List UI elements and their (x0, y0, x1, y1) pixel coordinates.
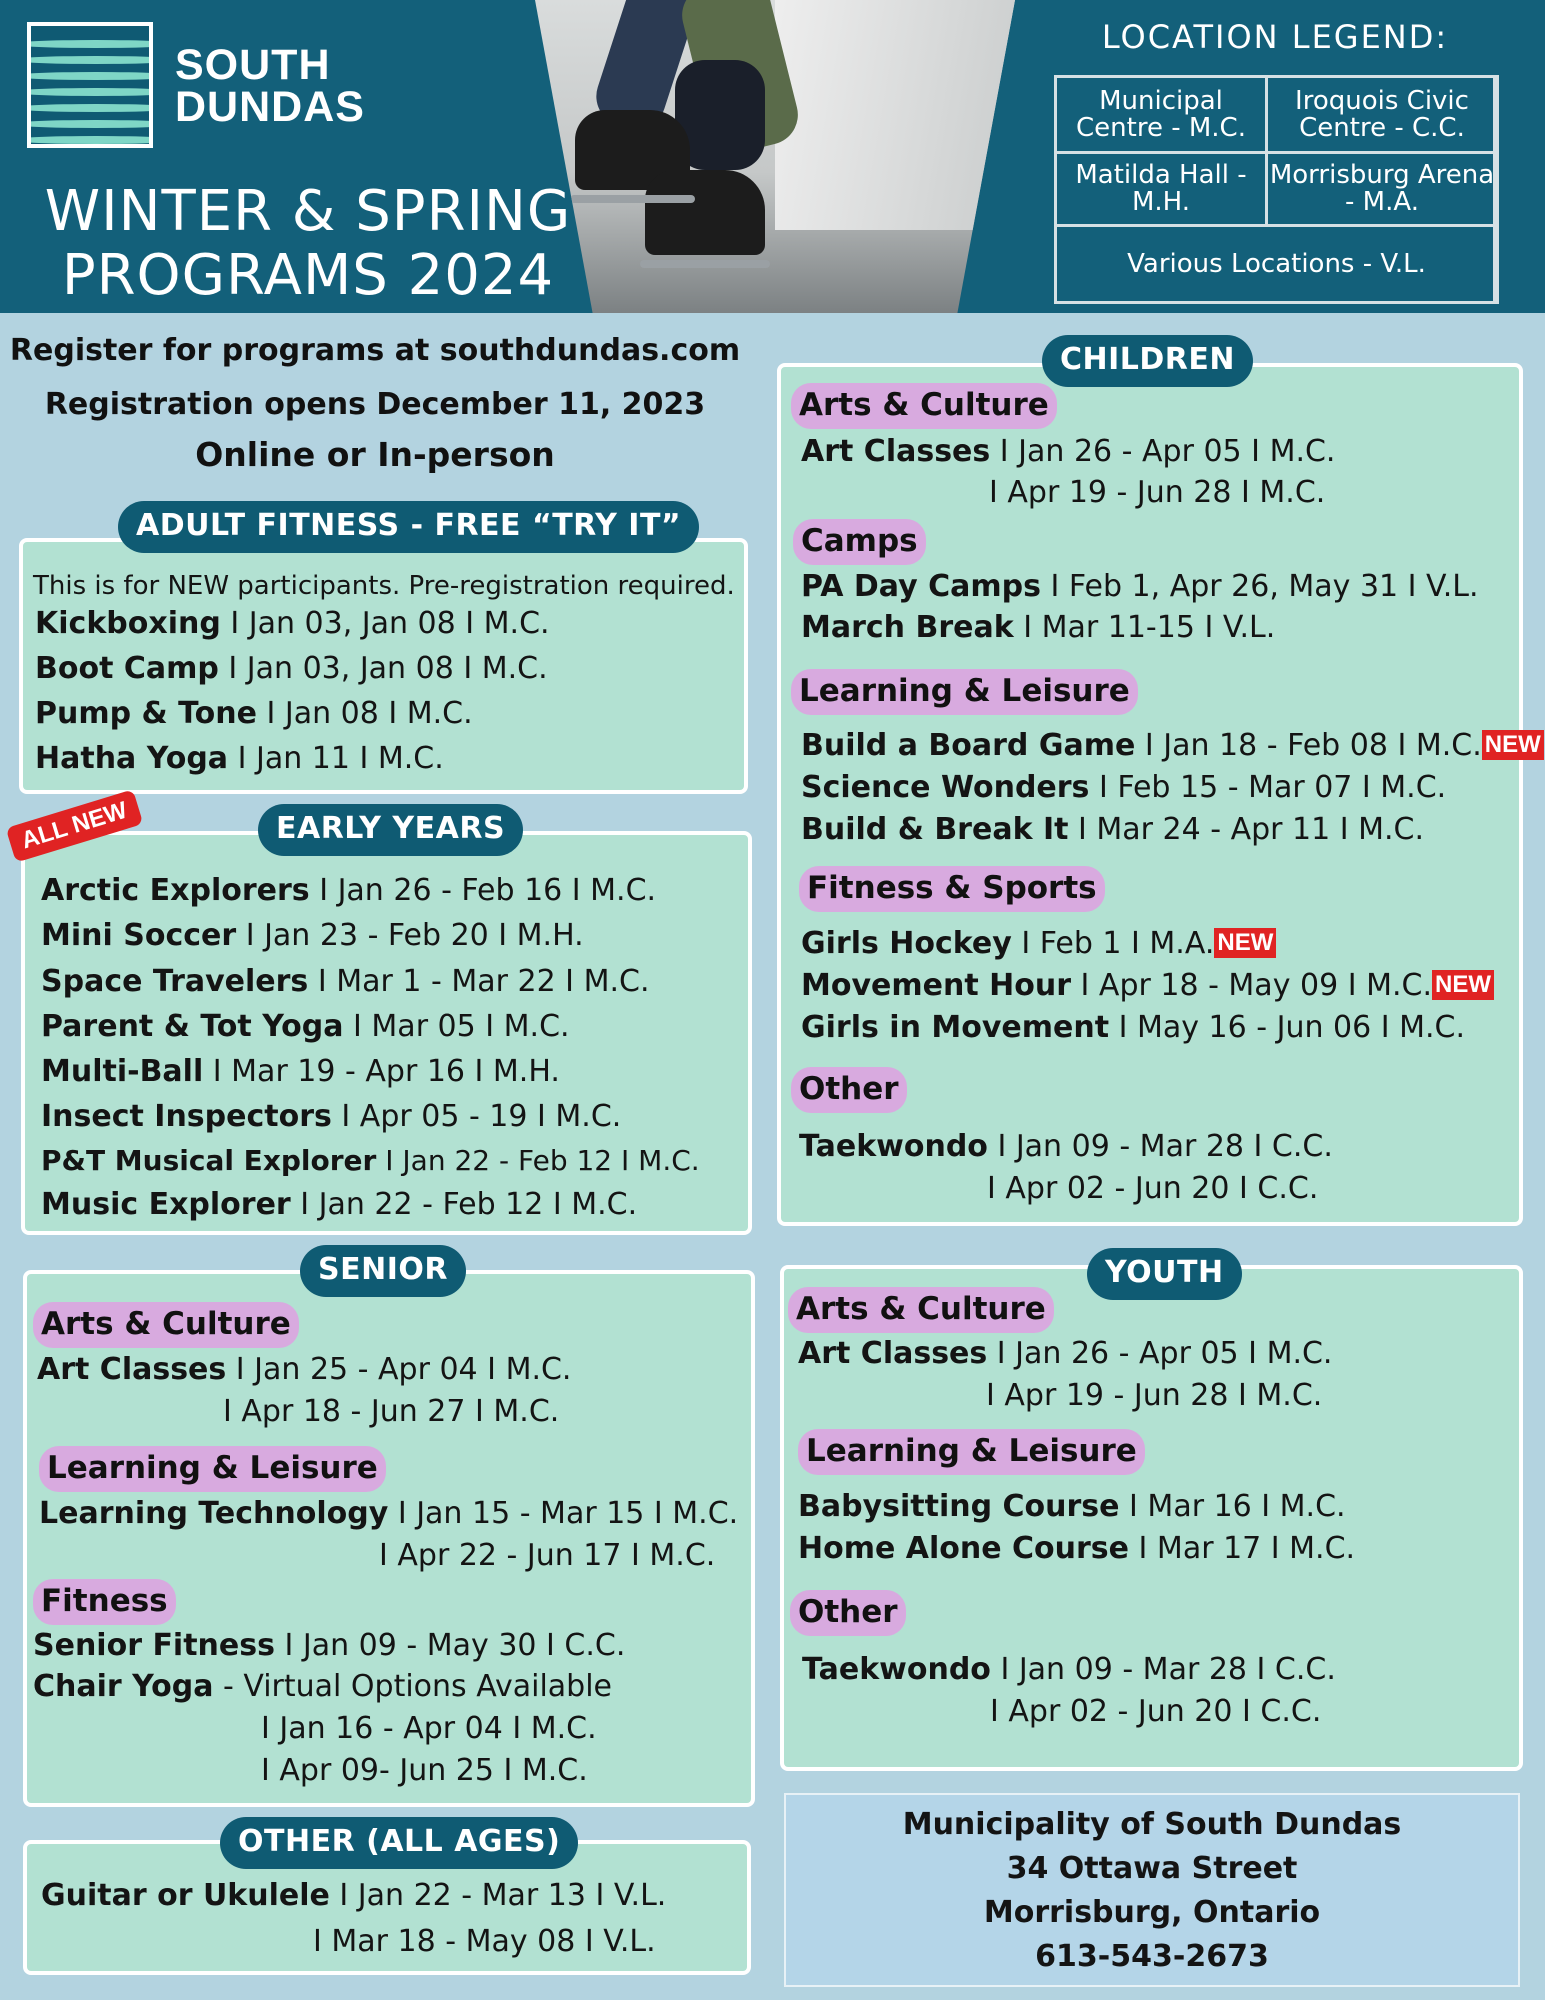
all-new-badge: ALL NEW (6, 789, 144, 862)
contact-box (784, 1793, 1520, 1987)
list-item: Girls in Movement I May 16 - Jun 06 I M.C. (801, 1010, 1466, 1045)
list-item: Arctic Explorers I Jan 26 - Feb 16 I M.C. (41, 873, 657, 908)
youth-other-heading: Other (790, 1590, 906, 1636)
register-line: Register for programs at southdundas.com (9, 333, 741, 368)
adult-note: This is for NEW participants. Pre-registration required. (33, 571, 735, 601)
new-badge: NEW (1432, 970, 1494, 1000)
youth-tag: YOUTH (1087, 1248, 1242, 1300)
list-item: I Apr 19 - Jun 28 I M.C. (989, 475, 1326, 510)
list-item: Multi-Ball I Mar 19 - Apr 16 I M.H. (41, 1054, 560, 1089)
list-item: Music Explorer I Jan 22 - Feb 12 I M.C. (41, 1187, 638, 1222)
senior-arts-heading: Arts & Culture (33, 1302, 299, 1348)
registration-method: Online or In-person (195, 435, 555, 474)
location-legend (1054, 75, 1496, 304)
registration-date: Registration opens December 11, 2023 (44, 387, 706, 422)
list-item: Pump & Tone I Jan 08 I M.C. (35, 696, 473, 731)
list-item: Art Classes I Jan 25 - Apr 04 I M.C. (37, 1352, 572, 1387)
list-item: Mini Soccer I Jan 23 - Feb 20 I M.H. (41, 918, 584, 953)
legend-vl: Various Locations - V.L. (1054, 224, 1499, 304)
page-title: WINTER & SPRING PROGRAMS 2024 (44, 179, 572, 308)
list-item: Build a Board Game I Jan 18 - Feb 08 I M.C. NEW (801, 726, 1544, 766)
legend-ma: Morrisburg Arena - M.A. (1265, 151, 1499, 227)
municipality-name: Municipality of South Dundas (902, 1807, 1402, 1842)
skates-photo (535, 0, 1015, 313)
list-item: PA Day Camps I Feb 1, Apr 26, May 31 I V.L. (801, 569, 1479, 604)
list-item: Hatha Yoga I Jan 11 I M.C. (35, 741, 444, 776)
street-address: 34 Ottawa Street (1006, 1851, 1298, 1886)
legend-mh: Matilda Hall - M.H. (1054, 151, 1268, 227)
list-item: Babysitting Course I Mar 16 I M.C. (798, 1489, 1346, 1524)
children-learning-heading: Learning & Leisure (791, 669, 1138, 715)
new-badge: NEW (1214, 928, 1276, 958)
list-item: Insect Inspectors I Apr 05 - 19 I M.C. (41, 1099, 622, 1134)
list-item: I Mar 18 - May 08 I V.L. (313, 1924, 656, 1959)
youth-learning-heading: Learning & Leisure (798, 1429, 1145, 1475)
senior-tag: SENIOR (300, 1245, 466, 1297)
children-other-heading: Other (791, 1067, 907, 1113)
list-item: Science Wonders I Feb 15 - Mar 07 I M.C. (801, 770, 1447, 805)
logo-wordmark: SOUTH DUNDAS (175, 41, 365, 131)
header-banner (0, 0, 1545, 313)
city-province: Morrisburg, Ontario (983, 1895, 1321, 1930)
list-item: Chair Yoga - Virtual Options Available (33, 1669, 612, 1704)
children-panel (777, 363, 1541, 1226)
list-item: Build & Break It I Mar 24 - Apr 11 I M.C. (801, 812, 1425, 847)
new-badge: NEW (1482, 730, 1544, 760)
list-item: Art Classes I Jan 26 - Apr 05 I M.C. (798, 1336, 1333, 1371)
list-item: Space Travelers I Mar 1 - Mar 22 I M.C. (41, 964, 650, 999)
children-arts-heading: Arts & Culture (791, 383, 1057, 429)
list-item: Girls Hockey I Feb 1 I M.A. NEW (801, 924, 1276, 964)
list-item: I Apr 09- Jun 25 I M.C. (261, 1753, 588, 1788)
list-item: Home Alone Course I Mar 17 I M.C. (798, 1531, 1356, 1566)
skate-icon (645, 170, 765, 255)
list-item: Art Classes I Jan 26 - Apr 05 I M.C. (801, 434, 1336, 469)
list-item: Parent & Tot Yoga I Mar 05 I M.C. (41, 1009, 570, 1044)
senior-learning-heading: Learning & Leisure (39, 1446, 386, 1492)
adult-fitness-tag: ADULT FITNESS - FREE “TRY IT” (118, 501, 699, 553)
list-item: P&T Musical Explorer I Jan 22 - Feb 12 I M.C. (41, 1144, 700, 1177)
senior-fitness-heading: Fitness (33, 1579, 176, 1625)
list-item: March Break I Mar 11-15 I V.L. (801, 610, 1276, 645)
list-item: Kickboxing I Jan 03, Jan 08 I M.C. (35, 606, 550, 641)
list-item: I Apr 22 - Jun 17 I M.C. (379, 1538, 716, 1573)
list-item: I Apr 02 - Jun 20 I C.C. (990, 1694, 1322, 1729)
list-item: Taekwondo I Jan 09 - Mar 28 I C.C. (802, 1652, 1336, 1687)
legend-title: LOCATION LEGEND: (1101, 18, 1449, 56)
south-dundas-logo-icon (27, 22, 153, 148)
list-item: Senior Fitness I Jan 09 - May 30 I C.C. (33, 1628, 626, 1663)
adult-fitness-panel (19, 538, 748, 794)
youth-arts-heading: Arts & Culture (788, 1287, 1054, 1333)
phone-number: 613-543-2673 (1035, 1939, 1269, 1974)
children-camps-heading: Camps (793, 519, 926, 565)
legend-mc: Municipal Centre - M.C. (1054, 75, 1268, 154)
list-item: Movement Hour I Apr 18 - May 09 I M.C. NEW (801, 966, 1494, 1006)
list-item: I Apr 18 - Jun 27 I M.C. (223, 1394, 560, 1429)
list-item: Taekwondo I Jan 09 - Mar 28 I C.C. (799, 1129, 1333, 1164)
early-years-panel (21, 831, 752, 1235)
legend-cc: Iroquois Civic Centre - C.C. (1265, 75, 1499, 154)
list-item: I Apr 02 - Jun 20 I C.C. (987, 1171, 1319, 1206)
children-tag: CHILDREN (1042, 335, 1253, 387)
senior-panel (23, 1270, 755, 1807)
youth-panel (780, 1265, 1523, 1771)
children-fitness-heading: Fitness & Sports (799, 866, 1105, 912)
other-all-ages-tag: OTHER (ALL AGES) (220, 1817, 578, 1869)
early-years-tag: EARLY YEARS (258, 804, 523, 856)
list-item: I Apr 19 - Jun 28 I M.C. (986, 1378, 1323, 1413)
list-item: Guitar or Ukulele I Jan 22 - Mar 13 I V.L. (41, 1878, 667, 1913)
list-item: Boot Camp I Jan 03, Jan 08 I M.C. (35, 651, 548, 686)
list-item: Learning Technology I Jan 15 - Mar 15 I M.C. (39, 1496, 739, 1531)
list-item: I Jan 16 - Apr 04 I M.C. (261, 1711, 597, 1746)
